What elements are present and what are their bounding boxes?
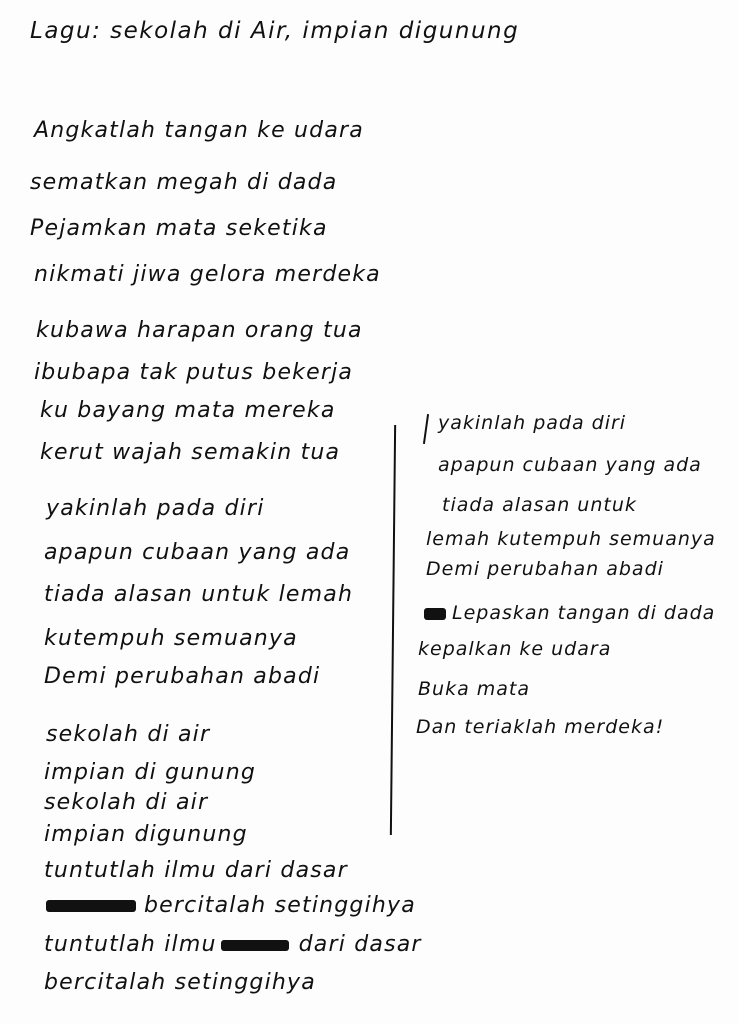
- verse2-line-4: kerut wajah semakin tua: [40, 440, 341, 465]
- verse2-line-1: kubawa harapan orang tua: [36, 318, 363, 343]
- chorus-line-1: sekolah di air: [46, 722, 211, 747]
- verse1-line-4: nikmati jiwa gelora merdeka: [34, 262, 381, 287]
- right-line-6: [424, 600, 715, 626]
- chorus-line-3: sekolah di air: [44, 790, 209, 815]
- verse1-line-2: sematkan megah di dada: [30, 170, 338, 195]
- chorus-line-2: impian di gunung: [44, 760, 257, 785]
- chorus-line-7-text-b: dari dasar: [298, 932, 422, 957]
- right-line-2: apapun cubaan yang ada: [438, 454, 702, 476]
- verse3-line-3: tiada alasan untuk lemah: [44, 582, 354, 607]
- right-line-1: yakinlah pada diri: [438, 412, 627, 434]
- crossed-out-scribble: [424, 608, 446, 620]
- chorus-line-7: [44, 932, 422, 958]
- column-divider: [390, 425, 396, 835]
- verse3-line-1: yakinlah pada diri: [46, 496, 265, 521]
- right-line-9: Dan teriaklah merdeka!: [416, 716, 665, 738]
- chorus-line-4: impian digunung: [44, 822, 248, 847]
- crossed-out-scribble: [46, 900, 136, 912]
- verse3-line-5: Demi perubahan abadi: [44, 664, 321, 689]
- verse3-line-4: kutempuh semuanya: [44, 626, 298, 651]
- chorus-line-6-text: bercitalah setinggihya: [144, 893, 416, 918]
- right-line-5: Demi perubahan abadi: [426, 558, 664, 580]
- right-line-8: Buka mata: [418, 678, 531, 700]
- right-line-7: kepalkan ke udara: [418, 638, 612, 660]
- chorus-line-5: tuntutlah ilmu dari dasar: [44, 858, 348, 883]
- chorus-line-7-text-a: tuntutlah ilmu: [44, 932, 217, 957]
- verse2-line-2: ibubapa tak putus bekerja: [34, 360, 354, 385]
- right-line-4: lemah kutempuh semuanya: [426, 528, 716, 550]
- right-line-3: tiada alasan untuk: [442, 494, 637, 516]
- chorus-line-8: bercitalah setinggihya: [44, 970, 316, 995]
- verse1-line-1: Angkatlah tangan ke udara: [34, 118, 364, 143]
- verse3-line-2: apapun cubaan yang ada: [44, 540, 351, 565]
- divider-hook: [423, 414, 429, 444]
- crossed-out-scribble: [221, 940, 289, 951]
- right-line-6-text: Lepaskan tangan di dada: [452, 602, 716, 624]
- verse2-line-3: ku bayang mata mereka: [40, 398, 336, 423]
- chorus-line-6: [46, 893, 416, 919]
- page-title: Lagu: sekolah di Air, impian digunung: [30, 18, 520, 44]
- verse1-line-3: Pejamkan mata seketika: [30, 216, 328, 241]
